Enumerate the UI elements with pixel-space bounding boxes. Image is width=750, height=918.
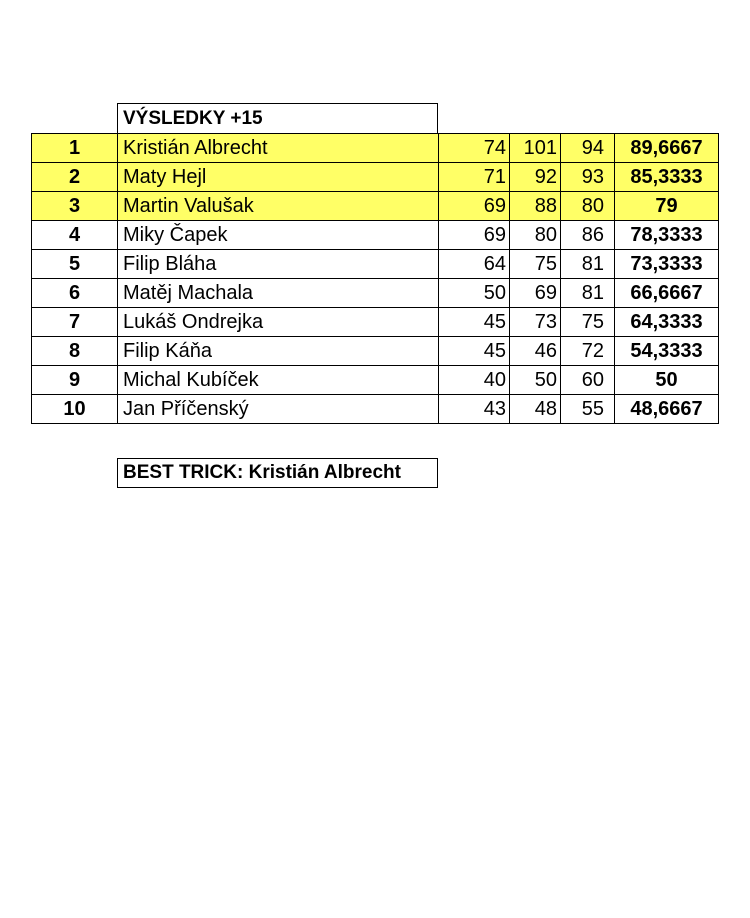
table-row — [32, 221, 719, 250]
table-row — [32, 337, 719, 366]
score-1-cell: 64 — [439, 250, 510, 279]
rank-cell: 8 — [32, 337, 118, 366]
score-1-cell: 50 — [439, 279, 510, 308]
name-cell: Martin Valušak — [118, 192, 439, 221]
name-cell: Michal Kubíček — [118, 366, 439, 395]
rank-cell: 2 — [32, 163, 118, 192]
table-row — [32, 366, 719, 395]
score-1-cell: 71 — [439, 163, 510, 192]
rank-cell: 7 — [32, 308, 118, 337]
results-title: VÝSLEDKY +15 — [117, 103, 438, 133]
score-3-cell: 81 — [561, 279, 615, 308]
name-cell: Miky Čapek — [118, 221, 439, 250]
name-cell: Lukáš Ondrejka — [118, 308, 439, 337]
score-3-cell: 94 — [561, 134, 615, 163]
score-1-cell: 45 — [439, 308, 510, 337]
name-cell: Kristián Albrecht — [118, 134, 439, 163]
average-cell: 89,6667 — [615, 134, 719, 163]
table-row — [32, 395, 719, 424]
rank-cell: 3 — [32, 192, 118, 221]
score-1-cell: 45 — [439, 337, 510, 366]
rank-cell: 9 — [32, 366, 118, 395]
results-table-body — [32, 134, 719, 424]
rank-cell: 6 — [32, 279, 118, 308]
score-2-cell: 80 — [510, 221, 561, 250]
average-cell: 64,3333 — [615, 308, 719, 337]
score-2-cell: 75 — [510, 250, 561, 279]
table-row — [32, 308, 719, 337]
rank-cell: 5 — [32, 250, 118, 279]
table-row — [32, 279, 719, 308]
average-cell: 73,3333 — [615, 250, 719, 279]
score-3-cell: 86 — [561, 221, 615, 250]
score-1-cell: 69 — [439, 221, 510, 250]
average-cell: 85,3333 — [615, 163, 719, 192]
score-2-cell: 73 — [510, 308, 561, 337]
score-2-cell: 48 — [510, 395, 561, 424]
rank-cell: 4 — [32, 221, 118, 250]
score-2-cell: 69 — [510, 279, 561, 308]
score-3-cell: 93 — [561, 163, 615, 192]
average-cell: 78,3333 — [615, 221, 719, 250]
rank-cell: 10 — [32, 395, 118, 424]
score-3-cell: 80 — [561, 192, 615, 221]
score-1-cell: 69 — [439, 192, 510, 221]
score-2-cell: 50 — [510, 366, 561, 395]
best-trick-label: BEST TRICK: Kristián Albrecht — [117, 458, 438, 488]
average-cell: 50 — [615, 366, 719, 395]
average-cell: 54,3333 — [615, 337, 719, 366]
score-1-cell: 43 — [439, 395, 510, 424]
average-cell: 79 — [615, 192, 719, 221]
average-cell: 66,6667 — [615, 279, 719, 308]
name-cell: Jan Příčenský — [118, 395, 439, 424]
score-3-cell: 72 — [561, 337, 615, 366]
score-3-cell: 60 — [561, 366, 615, 395]
name-cell: Matěj Machala — [118, 279, 439, 308]
score-1-cell: 74 — [439, 134, 510, 163]
score-3-cell: 75 — [561, 308, 615, 337]
rank-cell: 1 — [32, 134, 118, 163]
table-row — [32, 163, 719, 192]
table-row — [32, 134, 719, 163]
score-3-cell: 55 — [561, 395, 615, 424]
name-cell: Filip Káňa — [118, 337, 439, 366]
score-2-cell: 92 — [510, 163, 561, 192]
table-row — [32, 250, 719, 279]
score-3-cell: 81 — [561, 250, 615, 279]
score-2-cell: 101 — [510, 134, 561, 163]
name-cell: Filip Bláha — [118, 250, 439, 279]
score-1-cell: 40 — [439, 366, 510, 395]
score-2-cell: 46 — [510, 337, 561, 366]
name-cell: Maty Hejl — [118, 163, 439, 192]
average-cell: 48,6667 — [615, 395, 719, 424]
table-row — [32, 192, 719, 221]
results-table — [31, 133, 719, 424]
score-2-cell: 88 — [510, 192, 561, 221]
